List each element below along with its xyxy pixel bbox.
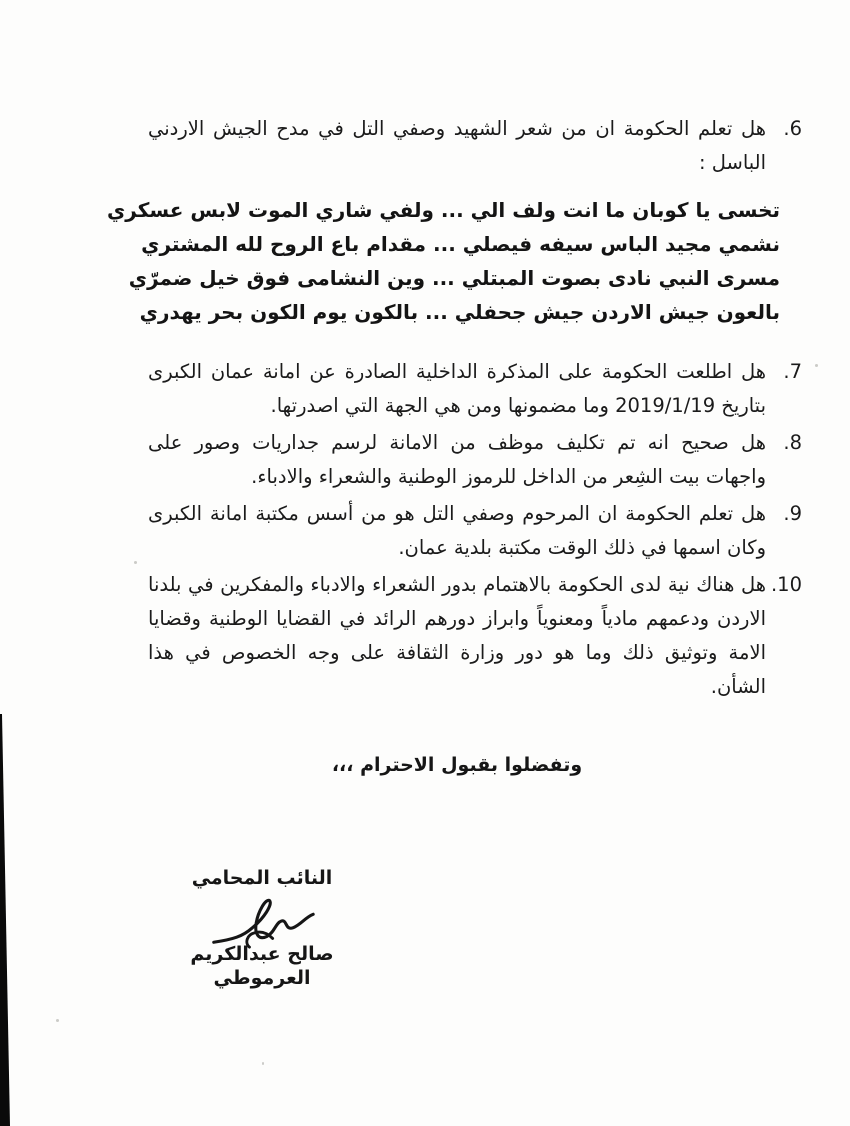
question-item-8 bbox=[148, 426, 802, 494]
item-number: 7. bbox=[783, 360, 802, 383]
poem-line-3: مسرى النبي نادى بصوت المبتلي ... وين النشامى فوق خيل ضمرّي bbox=[128, 266, 780, 290]
item-number: 10. bbox=[770, 573, 802, 596]
question-item-6 bbox=[148, 112, 802, 180]
item-number: 6. bbox=[783, 117, 802, 140]
poem-line-2: نشمي مجيد الباس سيفه فيصلي ... مقدام باع الروح لله المشتري bbox=[141, 232, 780, 256]
poem-verses bbox=[106, 193, 780, 329]
closing-salutation: وتفضلوا بقبول الاحترام ،،، bbox=[331, 754, 583, 776]
signer-title: النائب المحامي bbox=[191, 867, 333, 889]
scan-edge-artifact bbox=[0, 714, 10, 1126]
scan-speck bbox=[815, 364, 818, 367]
signature-block bbox=[146, 866, 378, 990]
scan-speck bbox=[262, 1062, 264, 1065]
letter-body bbox=[106, 112, 802, 776]
item-text: هل صحيح انه تم تكليف موظف من الامانة لرسم جداريات وصور على واجهات بيت الشِعر من الداخل للرموز الوطنية والشعراء والادباء. bbox=[148, 431, 766, 488]
item-number: 8. bbox=[783, 431, 802, 454]
item-6-line-2: الباسل : bbox=[698, 151, 766, 174]
question-item-7 bbox=[148, 355, 802, 423]
item-6-line-1: هل تعلم الحكومة ان من شعر الشهيد وصفي التل في مدح الجيش الاردني bbox=[148, 117, 766, 140]
item-text: هل هناك نية لدى الحكومة بالاهتمام بدور الشعراء والادباء والمفكرين في بلدنا الاردن ودعمهم مادياً ومعنوياً وابراز دورهم الرائد في القضايا الوطنية وقضايا الامة وتوثيق ذلك وما هو دور وزارة الثقافة على وجه الخصوص في هذا الشأن. bbox=[148, 573, 766, 698]
scan-speck bbox=[134, 561, 137, 564]
item-text bbox=[148, 112, 766, 180]
poem-line-1: تخسى يا كوبان ما انت ولف الي ... ولفي شاري الموت لابس عسكري bbox=[106, 198, 780, 222]
item-text: هل تعلم الحكومة ان المرحوم وصفي التل هو من أسس مكتبة امانة الكبرى وكان اسمها في ذلك الوقت مكتبة بلدية عمان. bbox=[148, 502, 766, 559]
question-item-10 bbox=[148, 568, 802, 704]
question-item-9 bbox=[148, 497, 802, 565]
signer-name: صالح عبدالكريم العرموطي bbox=[190, 943, 334, 989]
item-text: هل اطلعت الحكومة على المذكرة الداخلية الصادرة عن امانة عمان الكبرى بتاريخ 2019/1/19 وما مضمونها ومن هي الجهة التي اصدرتها. bbox=[148, 360, 766, 417]
poem-line-4: بالعون جيش الاردن جيش جحفلي ... بالكون يوم الكون بحر يهدري bbox=[139, 300, 780, 324]
item-number: 9. bbox=[783, 502, 802, 525]
scan-speck bbox=[56, 1019, 59, 1022]
